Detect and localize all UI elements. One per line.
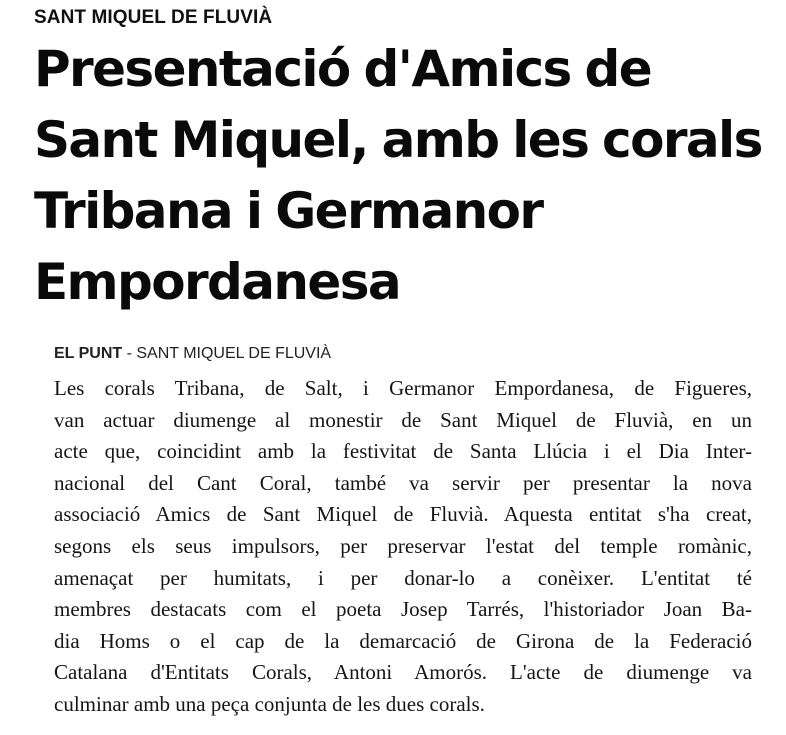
body-line: Les corals Tribana, de Salt, i Germanor Empordanesa, de Figueres, bbox=[54, 376, 752, 400]
body-line: Catalana d'Entitats Corals, Antoni Amorós. L'acte de diumenge va bbox=[54, 660, 752, 685]
article-body bbox=[54, 373, 752, 721]
section-kicker: SANT MIQUEL DE FLUVIÀ bbox=[34, 7, 273, 28]
body-line: van actuar diumenge al monestir de Sant Miquel de Fluvià, en un bbox=[54, 407, 752, 432]
byline bbox=[54, 344, 331, 364]
byline-location: SANT MIQUEL DE FLUVIÀ bbox=[136, 345, 332, 362]
body-line: culminar amb una peça conjunta de les dues corals. bbox=[54, 691, 485, 716]
body-line: amenaçat per humitats, i per donar-lo a conèixer. L'entitat té bbox=[54, 565, 752, 590]
body-line: segons els seus impulsors, per preservar l'estat del temple romànic, bbox=[54, 533, 752, 558]
byline-separator: - bbox=[122, 345, 137, 362]
body-line: dia Homs o el cap de la demarcació de Girona de la Federació bbox=[54, 628, 752, 653]
article-headline: Presentació d'Amics de Sant Miquel, amb les corals Tribana i Germanor Empordanesa bbox=[34, 40, 762, 311]
body-line: associació Amics de Sant Miquel de Fluvià. Aquesta entitat s'ha creat, bbox=[54, 502, 752, 527]
body-line: membres destacats com el poeta Josep Tarrés, l'historiador Joan Ba- bbox=[54, 597, 752, 622]
body-line: acte que, coincidint amb la festivitat de Santa Llúcia i el Dia Inter- bbox=[54, 439, 752, 464]
body-line: nacional del Cant Coral, també va servir per presentar la nova bbox=[54, 470, 752, 495]
byline-source: EL PUNT bbox=[54, 345, 123, 362]
